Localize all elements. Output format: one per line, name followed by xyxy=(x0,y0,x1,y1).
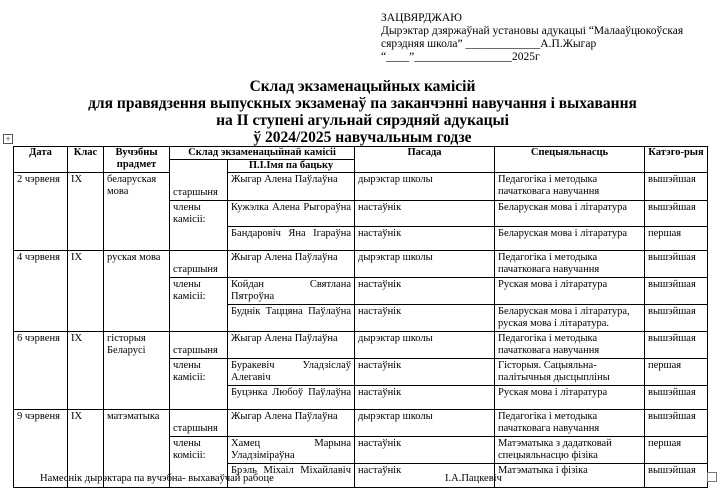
cell-specialty: Гісторыя. Сацыяльна-палітычныя дысцыпліны xyxy=(495,359,645,386)
approval-block xyxy=(381,12,683,64)
table-row xyxy=(14,251,708,278)
cell-category: вышэйшая xyxy=(645,332,708,359)
cell-position: настаўнік xyxy=(355,278,495,305)
cell-position: настаўнік xyxy=(355,305,495,332)
cell-category: вышэйшая xyxy=(645,305,708,332)
cell-position: настаўнік xyxy=(355,227,495,251)
cell-name: Бандаровіч Яна Ігараўна xyxy=(228,227,355,251)
cell-class: IX xyxy=(68,332,104,410)
commission-table xyxy=(13,146,708,488)
cell-role-members: члены камісіі: xyxy=(170,359,228,410)
cell-role-members: члены комісіі: xyxy=(170,437,228,488)
title-line-1: Склад экзаменацыйных камісій xyxy=(249,78,476,95)
cell-name: Жыгар Алена Паўлаўна xyxy=(228,173,355,201)
header-position: Пасада xyxy=(355,147,495,173)
header-blank xyxy=(170,160,228,173)
title-line-3: на ІІ ступені агульнай сярэдняй адукацыі xyxy=(216,112,509,129)
cell-category: вышэйшая xyxy=(645,201,708,227)
cell-specialty: Матэматыка з дадатковай спецыяльнасцю фізіка xyxy=(495,437,645,464)
cell-category: вышэйшая xyxy=(645,464,708,488)
cell-role-chair: старшыня xyxy=(170,332,228,359)
cell-date: 9 чэрвеня xyxy=(14,410,68,488)
cell-name: Кужэлка Алена Рыгораўна xyxy=(228,201,355,227)
header-commission: Склад экзаменацыйнай камісіі xyxy=(170,147,355,160)
cell-specialty: Педагогіка і методыка пачатковага навучання xyxy=(495,251,645,278)
cell-role-chair: старшыня xyxy=(170,251,228,278)
cell-name: Жыгар Алена Паўлаўна xyxy=(228,251,355,278)
cell-category: першая xyxy=(645,359,708,386)
document-title xyxy=(0,78,725,146)
cell-name: Буднік Таццяна Паўлаўна xyxy=(228,305,355,332)
header-row xyxy=(14,147,708,160)
header-specialty: Спецыяльнасць xyxy=(495,147,645,173)
cell-position: настаўнік xyxy=(355,359,495,386)
cell-role-members: члены камісіі: xyxy=(170,278,228,332)
table-resize-handle-icon[interactable] xyxy=(707,472,717,482)
cell-specialty: Педагогіка і методыка пачатковага навучання xyxy=(495,173,645,201)
cell-subject: гісторыя Беларусі xyxy=(104,332,170,410)
cell-category: вышэйшая xyxy=(645,410,708,437)
cell-class: IX xyxy=(68,173,104,251)
cell-position: настаўнік xyxy=(355,386,495,410)
table-row xyxy=(14,410,708,437)
cell-role-members: члены камісіі: xyxy=(170,201,228,251)
approval-heading: ЗАЦВЯРДЖАЮ xyxy=(381,12,462,24)
cell-subject: руская мова xyxy=(104,251,170,332)
cell-category: першая xyxy=(645,437,708,464)
cell-role-chair: старшыня xyxy=(170,410,228,437)
cell-position: дырэктар школы xyxy=(355,410,495,437)
cell-name: Жыгар Алена Паўлаўна xyxy=(228,332,355,359)
cell-name: Буцэнка Любоў Паўлаўна xyxy=(228,386,355,410)
cell-name: Койдан Святлана Пятроўна xyxy=(228,278,355,305)
cell-category: вышэйшая xyxy=(645,251,708,278)
cell-position: настаўнік xyxy=(355,437,495,464)
table-move-handle-icon[interactable]: + xyxy=(3,134,13,144)
cell-specialty: Руская мова і літаратура xyxy=(495,278,645,305)
cell-role-chair: старшыня xyxy=(170,173,228,201)
cell-specialty: Матэматыка і фізіка xyxy=(495,464,645,488)
cell-specialty: Педагогіка і методыка пачатковага навучання xyxy=(495,332,645,359)
footer-signature-name: І.А.Пацкевіч xyxy=(445,473,502,484)
header-date: Дата xyxy=(14,147,68,173)
footer-position: Намеснік дырэктара па вучэбна- выхаваўчай рабоце xyxy=(40,473,274,484)
cell-category: вышэйшая xyxy=(645,278,708,305)
cell-class: IX xyxy=(68,410,104,488)
cell-specialty: Беларуская мова і літаратура xyxy=(495,201,645,227)
table-body xyxy=(14,173,708,488)
cell-subject: матэматыка xyxy=(104,410,170,488)
header-subject: Вучэбны прадмет xyxy=(104,147,170,173)
cell-position: дырэктар школы xyxy=(355,173,495,201)
approval-line-1: Дырэктар дзяржаўнай установы адукацыі “Малааўцюкоўская xyxy=(381,25,684,37)
approval-line-2: сярэдняя школа” _____________А.П.Жыгар xyxy=(381,38,597,50)
cell-name: Брэль Міхаіл Міхайлавіч xyxy=(228,464,355,488)
cell-specialty: Руская мова і літаратура xyxy=(495,386,645,410)
cell-category: вышэйшая xyxy=(645,386,708,410)
cell-name: Жыгар Алена Паўлаўна xyxy=(228,410,355,437)
cell-category: вышэйшая xyxy=(645,173,708,201)
table-row xyxy=(14,332,708,359)
cell-position: настаўнік xyxy=(355,201,495,227)
cell-specialty: Педагогіка і методыка пачатковага навучання xyxy=(495,410,645,437)
cell-position: дырэктар школы xyxy=(355,251,495,278)
cell-class: IX xyxy=(68,251,104,332)
cell-position: дырэктар школы xyxy=(355,332,495,359)
cell-date: 2 чэрвеня xyxy=(14,173,68,251)
header-category: Катэго-рыя xyxy=(645,147,708,173)
cell-subject: беларуская мова xyxy=(104,173,170,251)
header-class: Клас xyxy=(68,147,104,173)
table-row xyxy=(14,173,708,201)
cell-date: 4 чэрвеня xyxy=(14,251,68,332)
cell-date: 6 чэрвеня xyxy=(14,332,68,410)
approval-date-line: “____”_________________2025г xyxy=(381,51,540,63)
title-line-2: для правядзення выпускных экзаменаў па заканчэнні навучання і выхавання xyxy=(88,95,637,112)
cell-specialty: Беларуская мова і літаратура xyxy=(495,227,645,251)
cell-position: настаўнік xyxy=(355,464,495,488)
cell-specialty: Беларуская мова і літаратура, руская мова і літаратура. xyxy=(495,305,645,332)
cell-category: першая xyxy=(645,227,708,251)
cell-name: Буракевіч Уладзіслаў Алегавіч xyxy=(228,359,355,386)
title-line-4: ў 2024/2025 навучальным годзе xyxy=(253,129,472,146)
cell-name: Хамец Марына Уладзіміраўна xyxy=(228,437,355,464)
header-fio: П.І.Імя па бацьку xyxy=(228,160,355,173)
